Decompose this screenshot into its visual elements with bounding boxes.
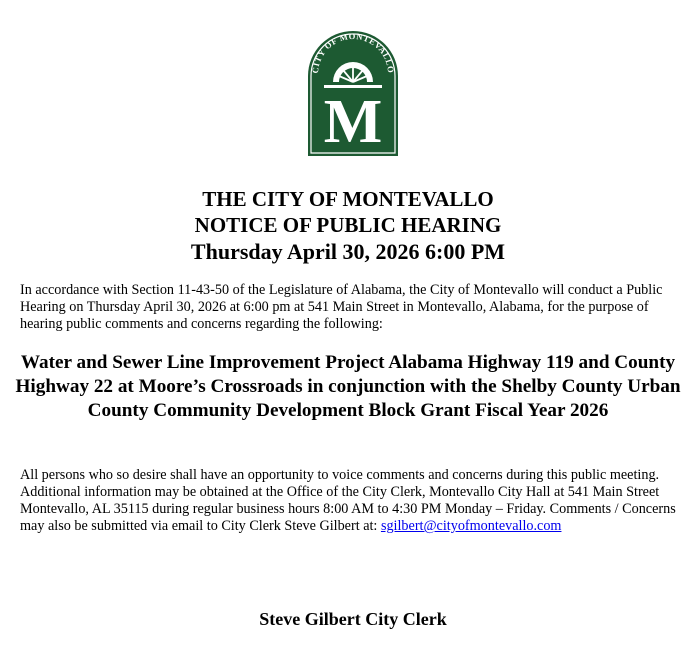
- heading-date: Thursday April 30, 2026 6:00 PM: [190, 239, 506, 264]
- city-seal-logo: [306, 30, 400, 158]
- heading-city: THE CITY OF MONTEVALLO: [202, 187, 494, 211]
- email-link[interactable]: sgilbert@cityofmontevallo.com: [380, 518, 562, 534]
- intro-paragraph: In accordance with Section 11-43-50 of the Legislature of Alabama, the City of Montevallo will conduct a Public Hearing on Thursday April 30, 2026 at 6:00 pm at 541 Main Street in Montevallo, Alabama, for the purpose of hearing public comments and concerns regarding the following:: [20, 282, 663, 332]
- project-title: Water and Sewer Line Improvement Project Alabama Highway 119 and County Highway 22 at Moore’s Crossroads in conjunction with the Shelby County Urban County Community Development Block Grant Fiscal Year 2026: [15, 352, 681, 421]
- signature: Steve Gilbert City Clerk: [259, 609, 447, 629]
- notice-heading: [0, 186, 696, 266]
- details-text: All persons who so desire shall have an opportunity to voice comments and concerns during this public meeting. Additional information may be obtained at the Office of the City Clerk, Montevallo City Hall at 541 Main Street Montevallo, AL 35115 during regular business hours 8:00 AM to 4:30 PM Monday – Friday. Comments / Concerns may also be submitted via email to City Clerk Steve Gilbert at:: [20, 467, 676, 534]
- details-paragraph: [20, 467, 684, 535]
- logo-letter: M: [323, 88, 383, 156]
- city-seal-icon: [306, 30, 400, 158]
- heading-notice: NOTICE OF PUBLIC HEARING: [194, 213, 502, 237]
- logo-arc-text: CITY OF MONTEVALLO: [309, 30, 397, 74]
